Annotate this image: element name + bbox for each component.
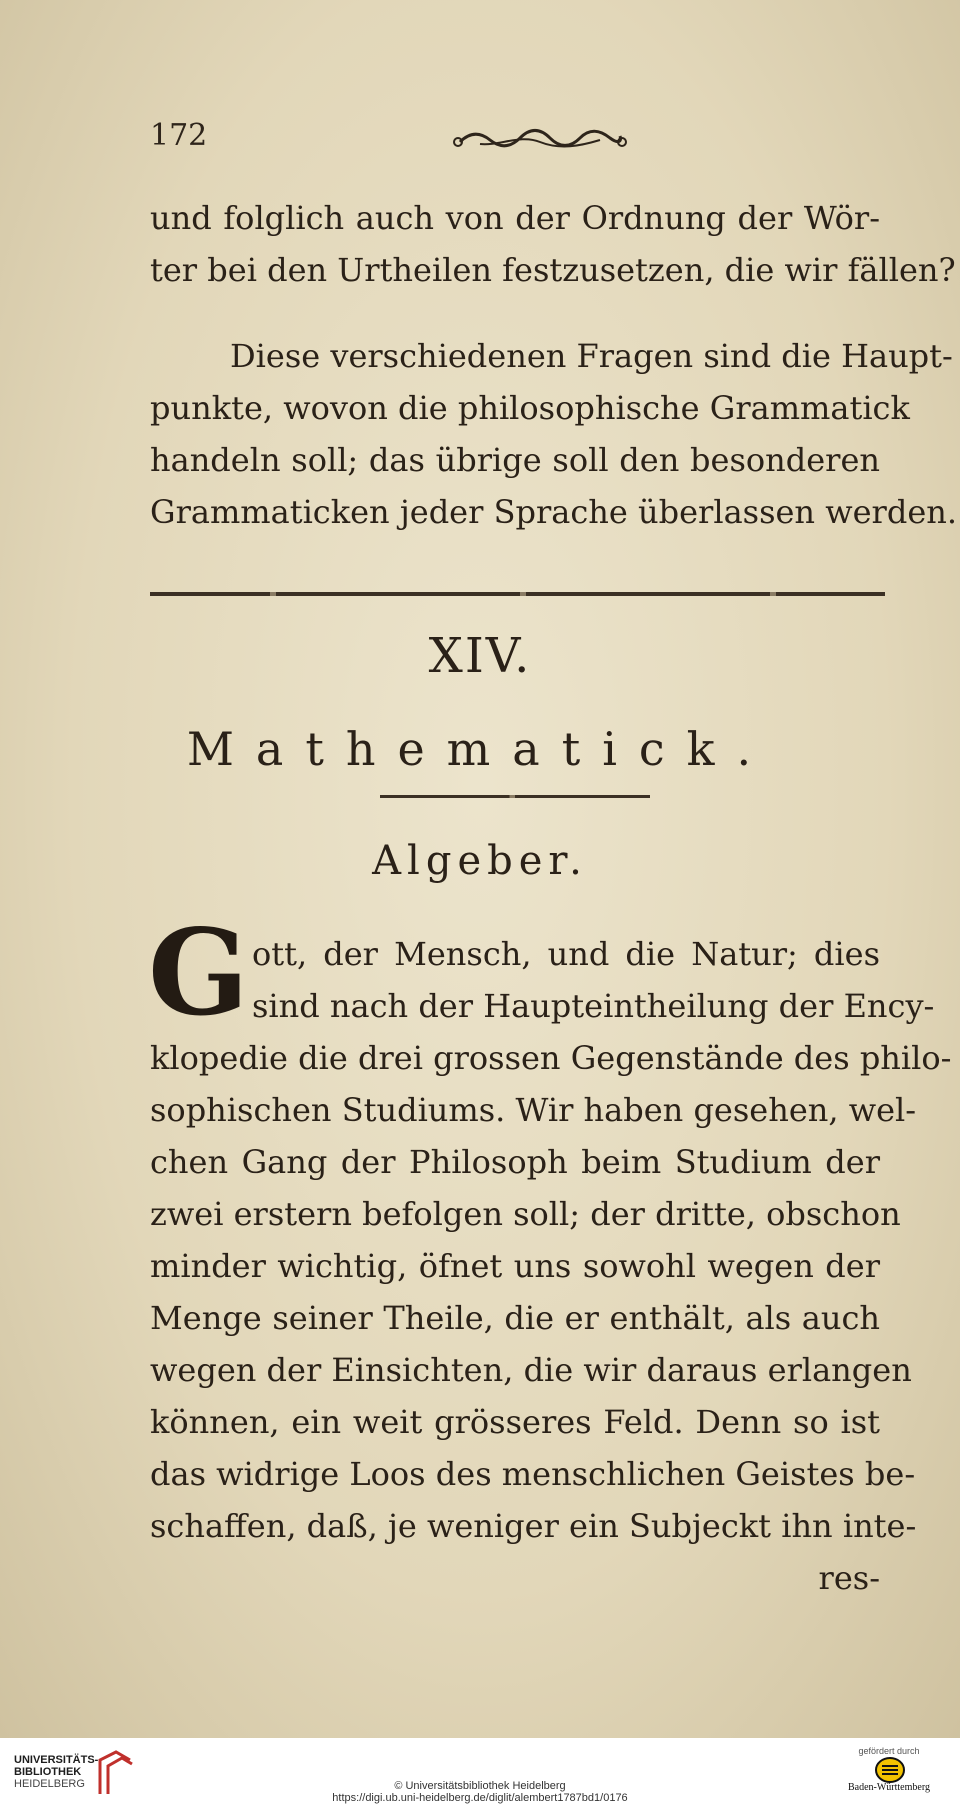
title-divider	[380, 795, 650, 798]
text-line: ott, der Mensch, und die Natur; dies	[252, 935, 880, 973]
text-line: sind nach der Haupteintheilung der Ency-	[252, 987, 935, 1025]
text-line: chen Gang der Philosoph beim Studium der	[150, 1143, 880, 1181]
library-name-line: UNIVERSITÄTS-	[14, 1754, 99, 1766]
funded-by-label: gefördert durch	[858, 1746, 920, 1756]
text-line: minder wichtig, öfnet uns sowohl wegen der	[150, 1247, 880, 1285]
page-header	[150, 118, 880, 158]
viewer-footer	[0, 1738, 960, 1807]
paragraph-main	[150, 928, 952, 1604]
text-line: ter bei den Urtheilen festzusetzen, die wir fällen?	[150, 251, 956, 289]
funder-name: Baden-Württemberg	[847, 1782, 930, 1793]
baden-wuerttemberg-crest-icon	[872, 1756, 908, 1784]
text-line: klopedie die drei grossen Gegenstände des philo-	[150, 1039, 952, 1077]
text-line: punkte, wovon die philosophische Grammatick	[150, 389, 910, 427]
section-title: Mathematick.	[186, 722, 774, 776]
drop-cap: G	[148, 903, 249, 1042]
paragraph-conclusion	[150, 330, 958, 538]
text-line: handeln soll; das übrige soll den besonderen	[150, 441, 880, 479]
text-line: sophischen Studiums. Wir haben gesehen, wel-	[150, 1091, 917, 1129]
text-line: das widrige Loos des menschlichen Geistes be-	[150, 1455, 916, 1493]
text-line: Grammaticken jeder Sprache überlassen werden.	[150, 493, 958, 531]
library-name-line: BIBLIOTHEK	[14, 1766, 82, 1778]
catchword: res-	[818, 1559, 880, 1597]
paragraph-continuation	[150, 192, 956, 296]
copyright-text: © Universitätsbibliothek Heidelberg	[394, 1780, 566, 1792]
library-name-line: HEIDELBERG	[14, 1778, 85, 1790]
text-line: wegen der Einsichten, die wir daraus erlangen	[150, 1351, 912, 1389]
section-divider	[150, 592, 885, 596]
page-number: 172	[150, 118, 208, 153]
text-line: zwei erstern befolgen soll; der dritte, obschon	[150, 1195, 901, 1233]
permalink-url[interactable]: https://digi.ub.uni-heidelberg.de/diglit/alembert1787bd1/0176	[332, 1792, 628, 1804]
section-number: XIV.	[428, 628, 532, 684]
text-line: und folglich auch von der Ordnung der Wör-	[150, 199, 880, 237]
text-line: Diese verschiedenen Fragen sind die Haupt-	[230, 337, 953, 375]
text-line: können, ein weit grösseres Feld. Denn so ist	[150, 1403, 880, 1441]
section-subtitle: Algeber.	[372, 838, 588, 884]
text-line: Menge seiner Theile, die er enthält, als auch	[150, 1299, 880, 1337]
header-ornament-icon	[450, 124, 630, 154]
text-line: schaffen, daß, je weniger ein Subjeckt ihn inte-	[150, 1507, 917, 1545]
copyright-notice	[0, 1780, 960, 1804]
